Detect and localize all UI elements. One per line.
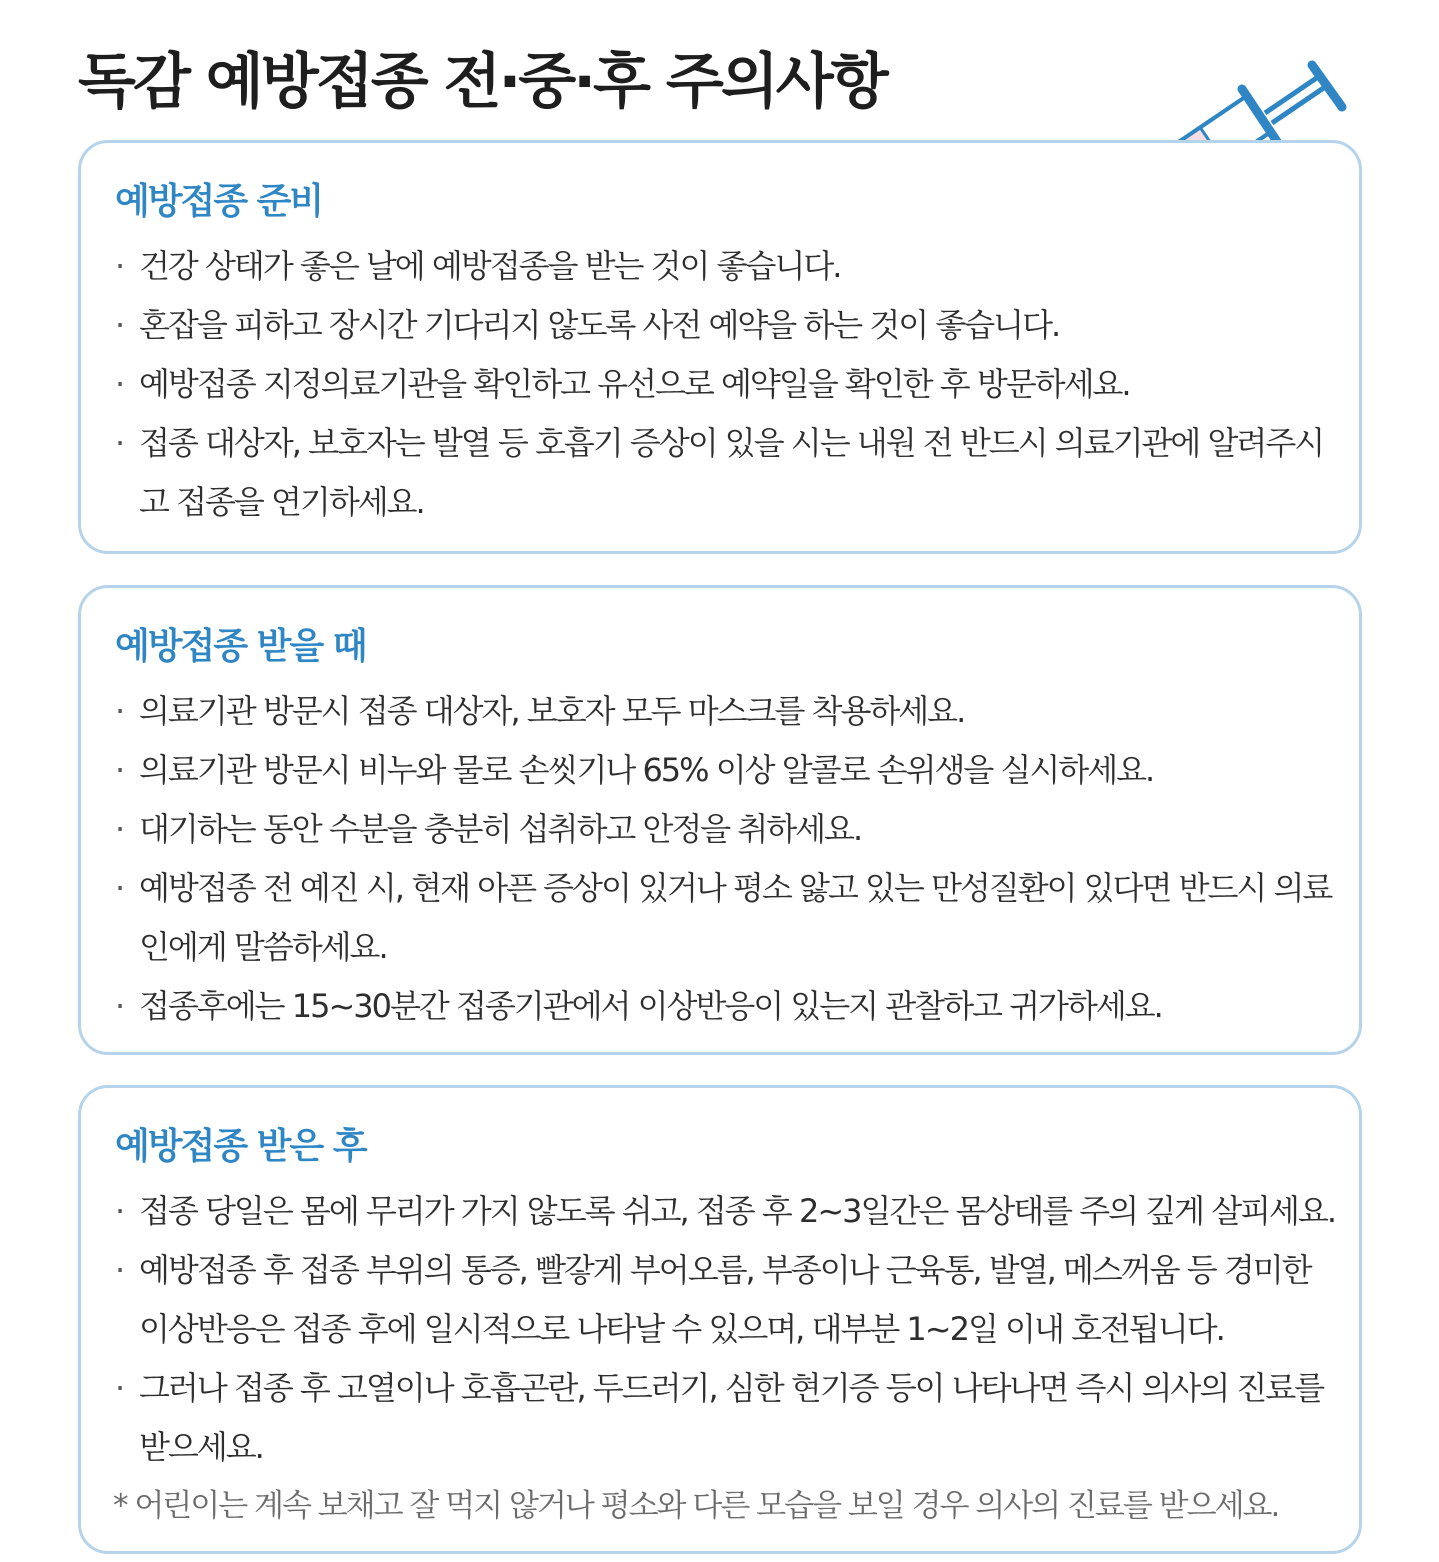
- page-title: 독감 예방접종 전·중·후 주의사항: [78, 47, 886, 117]
- list-item: · 예방접종 지정의료기관을 확인하고 유선으로 예약일을 확인한 후 방문하세요.: [113, 355, 1341, 414]
- section-after-vaccination: [78, 1085, 1362, 1554]
- list-item: · 예방접종 후 접종 부위의 통증, 빨갛게 부어오름, 부종이나 근육통, 발열, 메스꺼움 등 경미한 이상반응은 접종 후에 일시적으로 나타날 수 있으며, 대부분 1~2일 이내 호전됩니다.: [113, 1241, 1341, 1359]
- item-list: [113, 682, 1341, 1036]
- list-item: · 대기하는 동안 수분을 충분히 섭취하고 안정을 취하세요.: [113, 800, 1341, 859]
- section-heading: 예방접종 준비: [115, 181, 323, 222]
- list-item: · 접종 대상자, 보호자는 발열 등 호흡기 증상이 있을 시는 내원 전 반드시 의료기관에 알려주시고 접종을 연기하세요.: [113, 414, 1341, 532]
- list-item: · 예방접종 전 예진 시, 현재 아픈 증상이 있거나 평소 앓고 있는 만성질환이 있다면 반드시 의료인에게 말씀하세요.: [113, 859, 1341, 977]
- list-item: · 건강 상태가 좋은 날에 예방접종을 받는 것이 좋습니다.: [113, 237, 1341, 296]
- section-during-vaccination: [78, 585, 1362, 1055]
- list-item: · 그러나 접종 후 고열이나 호흡곤란, 두드러기, 심한 현기증 등이 나타나면 즉시 의사의 진료를 받으세요.: [113, 1359, 1341, 1477]
- section-heading: 예방접종 받을 때: [115, 626, 366, 667]
- section-heading: 예방접종 받은 후: [115, 1126, 366, 1167]
- item-list: [113, 237, 1341, 532]
- list-item: · 의료기관 방문시 비누와 물로 손씻기나 65% 이상 알콜로 손위생을 실시하세요.: [113, 741, 1341, 800]
- list-item: · 접종 당일은 몸에 무리가 가지 않도록 쉬고, 접종 후 2~3일간은 몸상태를 주의 깊게 살피세요.: [113, 1182, 1341, 1241]
- section-vaccination-preparation: [78, 140, 1362, 554]
- item-list: [113, 1182, 1341, 1536]
- list-item: · 접종후에는 15~30분간 접종기관에서 이상반응이 있는지 관찰하고 귀가하세요.: [113, 977, 1341, 1036]
- list-item: · 의료기관 방문시 접종 대상자, 보호자 모두 마스크를 착용하세요.: [113, 682, 1341, 741]
- footnote: * 어린이는 계속 보채고 잘 먹지 않거나 평소와 다른 모습을 보일 경우 의사의 진료를 받으세요.: [113, 1488, 1279, 1524]
- list-item: · 혼잡을 피하고 장시간 기다리지 않도록 사전 예약을 하는 것이 좋습니다.: [113, 296, 1341, 355]
